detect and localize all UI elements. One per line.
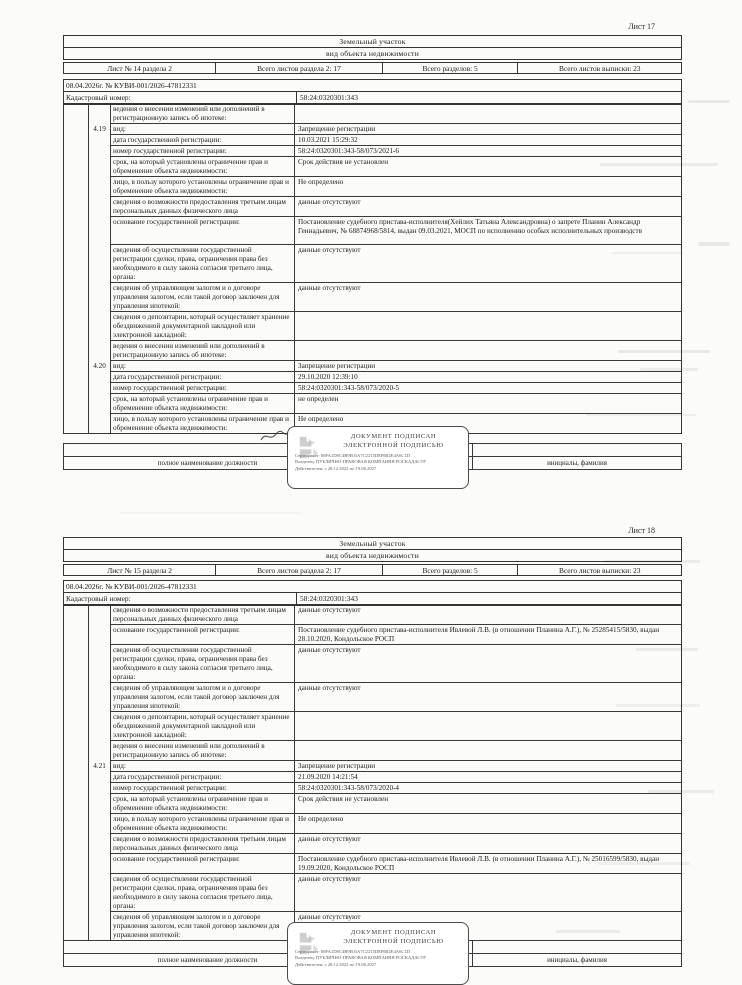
row-label: вид: — [111, 361, 295, 371]
row-label: срок, на который установлены ограничение прав и обременение объекта недвижимости: — [111, 794, 295, 813]
meta-sheet-of-section: Лист № 15 раздела 2 — [107, 566, 172, 575]
signature-name-field — [473, 940, 682, 954]
table-row — [111, 833, 681, 853]
row-value: данные отсутствуют — [298, 246, 361, 254]
table-row — [111, 853, 681, 873]
meta-total-sections: Всего разделов: 5 — [382, 63, 518, 73]
signature-name-field — [473, 443, 682, 457]
row-value: данные отсутствуют — [298, 284, 361, 292]
row-number: 4.21 — [93, 762, 106, 770]
table-row — [111, 740, 681, 760]
table-grid-line — [88, 605, 89, 940]
object-type-title: Земельный участок — [339, 539, 406, 548]
row-label: лицо, в пользу которого установлены ограничение прав и обременение объекта недвижимости: — [111, 414, 295, 433]
sheet-number-top: Лист 17 — [628, 22, 655, 31]
request-date-number: 08.04.2026г. № КУВИ-001/2026-47812331 — [66, 582, 197, 591]
table-row — [111, 104, 681, 123]
stamp-title-line2: ЭЛЕКТРОННОЙ ПОДПИСЬЮ — [343, 441, 444, 449]
row-label: сведения о депозитарии, который осуществляет хранение обездвиженной документарной закладной или электронной закладной: — [111, 712, 295, 740]
table-row — [111, 371, 681, 382]
object-type-table — [63, 537, 682, 562]
row-label: сведения об управляющем залогом и о договоре управления залогом, если такой договор заключен для управления ипотекой: — [111, 683, 295, 711]
row-label: сведения о возможности предоставления третьим лицам персональных данных физического лица — [111, 605, 295, 624]
sheet-meta-table — [63, 62, 682, 74]
stamp-owner: Владелец: ПУБЛИЧНО-ПРАВОВАЯ КОМПАНИЯ РОСКАДАСТР — [295, 955, 426, 961]
cadastral-number-value: 58:24:0320301:343 — [296, 593, 681, 605]
meta-total-sheets-extract: Всего листов выписки: 23 — [517, 565, 681, 575]
row-label: номер государственной регистрации: — [111, 383, 295, 393]
row-value: данные отсутствуют — [298, 684, 361, 692]
table-row — [111, 644, 681, 682]
object-type-table — [63, 35, 682, 60]
meta-sheet-of-section: Лист № 14 раздела 2 — [107, 64, 172, 73]
meta-total-sheets-extract: Всего листов выписки: 23 — [517, 63, 681, 73]
table-row — [111, 782, 681, 793]
row-number: 4.19 — [93, 125, 106, 133]
table-row — [111, 311, 681, 340]
object-type-caption: вид объекта недвижимости — [64, 549, 681, 561]
row-value — [295, 741, 681, 760]
signature-position-label: полное наименование должности — [63, 954, 352, 967]
row-label: сведения об осуществлении государственной регистрации сделки, права, ограничения права без необходимого в силу закона согласия третьего лица, органа: — [111, 874, 295, 911]
meta-total-sheets-section: Всего листов раздела 2: 17 — [215, 63, 382, 73]
row-value: данные отсутствуют — [298, 646, 361, 654]
row-value: не определен — [298, 395, 339, 403]
request-date-number: 08.04.2026г. № КУВИ-001/2026-47812331 — [66, 81, 197, 90]
table-row — [111, 134, 681, 145]
row-value: Не определено — [298, 178, 344, 186]
cadastral-number-value: 58:24:0320301:343 — [296, 92, 681, 104]
stamp-owner: Владелец: ПУБЛИЧНО-ПРАВОВАЯ КОМПАНИЯ РОСКАДАСТР — [295, 459, 426, 465]
restrictions-table-page1 — [63, 103, 682, 434]
table-row — [111, 282, 681, 311]
row-label: сведения о возможности предоставления третьим лицам персональных данных физического лица — [111, 197, 295, 216]
row-value: 58:24:0320301:343-58/073/2020-5 — [298, 384, 400, 392]
row-label: ведения о внесении изменений или дополнений в регистрационную запись об ипотеке: — [111, 104, 295, 123]
row-label: ведения о внесении изменений или дополнений в регистрационную запись об ипотеке: — [111, 741, 295, 760]
row-value: данные отсутствуют — [298, 835, 361, 843]
sheet-number-top: Лист 18 — [628, 526, 655, 535]
stamp-title-line2: ЭЛЕКТРОННОЙ ПОДПИСЬЮ — [343, 937, 444, 945]
signature-position-label: полное наименование должности — [63, 457, 352, 470]
table-row — [93, 760, 681, 771]
row-value — [295, 712, 681, 740]
row-label: сведения об осуществлении государственной регистрации сделки, права, ограничения права без необходимого в силу закона согласия третьего лица, органа: — [111, 245, 295, 282]
table-row — [111, 196, 681, 216]
request-table — [63, 580, 682, 606]
row-value: 58:24:0320301:343-58/073/2020-4 — [298, 784, 400, 792]
row-label: номер государственной регистрации: — [111, 783, 295, 793]
row-value — [295, 312, 681, 340]
row-value: Запрещение регистрации — [298, 125, 376, 133]
row-value — [295, 341, 681, 360]
row-value: Не определено — [298, 815, 344, 823]
cadastral-number-label: Кадастровый номер: — [66, 594, 131, 603]
row-value: данные отсутствуют — [298, 875, 361, 883]
table-row — [111, 145, 681, 156]
table-row — [111, 813, 681, 833]
table-row — [111, 176, 681, 196]
row-label: вид: — [111, 124, 295, 134]
restrictions-table-page2 — [63, 604, 682, 941]
table-row — [111, 382, 681, 393]
row-label: сведения о возможности предоставления третьим лицам персональных данных физического лица — [111, 834, 295, 853]
object-type-caption: вид объекта недвижимости — [64, 47, 681, 59]
row-value: Постановление судебного пристава-исполнителя Ивлевой Л.В. (в отношении Планина А.Г.), № 25285415/5830, выдан 28.10.2020, Кондольское РОСП — [298, 626, 660, 643]
meta-total-sheets-section: Всего листов раздела 2: 17 — [215, 565, 382, 575]
row-value: 21.09.2020 14:21:54 — [298, 773, 358, 781]
cadastral-number-label: Кадастровый номер: — [66, 93, 131, 102]
row-value: Не определено — [298, 415, 344, 423]
table-row — [111, 393, 681, 413]
table-row — [111, 340, 681, 360]
table-grid-line — [88, 104, 89, 433]
table-row — [111, 873, 681, 911]
meta-total-sections: Всего разделов: 5 — [382, 565, 518, 575]
row-label: основание государственной регистрации: — [111, 854, 295, 873]
roskadastr-emblem-icon — [294, 930, 321, 957]
stamp-title-line1: ДОКУМЕНТ ПОДПИСАН — [350, 433, 437, 440]
table-row — [111, 605, 681, 624]
sheet-meta-table — [63, 564, 682, 576]
table-row — [111, 793, 681, 813]
row-label: сведения об осуществлении государственной регистрации сделки, права, ограничения права без необходимого в силу закона согласия третьего лица, органа: — [111, 645, 295, 682]
row-value: Запрещение регистрации — [298, 762, 376, 770]
row-value: данные отсутствуют — [298, 606, 361, 614]
row-label: сведения об управляющем залогом и о договоре управления залогом, если такой договор заключен для управления ипотекой: — [111, 912, 295, 940]
table-row — [93, 123, 681, 134]
row-label: основание государственной регистрации: — [111, 625, 295, 644]
row-number: 4.20 — [93, 362, 106, 370]
row-label: вид: — [111, 761, 295, 771]
row-value: Запрещение регистрации — [298, 362, 376, 370]
stamp-title-line1: ДОКУМЕНТ ПОДПИСАН — [350, 929, 437, 936]
row-value: данные отсутствуют — [298, 913, 361, 921]
row-label: дата государственной регистрации: — [111, 372, 295, 382]
stamp-certificate: Сертификат: 00FA1D8C4B9E03A7C2215D8F0B2E4A6C1D — [295, 949, 411, 955]
row-value — [295, 104, 681, 123]
stamp-validity: Действителен: с 28.12.2022 по 19.06.2027 — [295, 961, 377, 967]
row-label: срок, на который установлены ограничение прав и обременение объекта недвижимости: — [111, 157, 295, 176]
row-value: Срок действия не установлен — [298, 158, 389, 166]
table-row — [93, 360, 681, 371]
row-label: дата государственной регистрации: — [111, 135, 295, 145]
row-label: лицо, в пользу которого установлены ограничение прав и обременение объекта недвижимости: — [111, 814, 295, 833]
stamp-certificate: Сертификат: 00FA1D8C4B9E03A7C2215D8F0B2E4A6C1D — [295, 453, 411, 459]
row-label: срок, на который установлены ограничение прав и обременение объекта недвижимости: — [111, 394, 295, 413]
row-label: лицо, в пользу которого установлены ограничение прав и обременение объекта недвижимости: — [111, 177, 295, 196]
table-row — [111, 156, 681, 176]
table-row — [111, 771, 681, 782]
table-row — [111, 624, 681, 644]
row-value: 10.03.2021 15:29:32 — [298, 136, 358, 144]
table-row — [111, 711, 681, 740]
digital-signature-stamp — [287, 426, 469, 489]
table-row — [111, 216, 681, 244]
row-label: ведения о внесении изменений или дополнений в регистрационную запись об ипотеке: — [111, 341, 295, 360]
row-value: 58:24:0320301:343-58/073/2021-6 — [298, 147, 400, 155]
row-label: сведения о депозитарии, который осуществляет хранение обездвиженной документарной закладной или электронной закладной: — [111, 312, 295, 340]
table-row — [111, 244, 681, 282]
row-value: 29.10.2020 12:39:10 — [298, 373, 358, 381]
roskadastr-emblem-icon — [294, 434, 321, 461]
table-row — [111, 682, 681, 711]
row-label: основание государственной регистрации: — [111, 217, 295, 244]
row-value: Постановление судебного пристава-исполнителя(Хейлих Татьяна Александровна) о запрете Планин Александр Геннадьевич, № 68874968/5814, выдан 09.03.2021, МОСП по исполнению особых исполнительных производств — [298, 218, 643, 235]
row-label: номер государственной регистрации: — [111, 146, 295, 156]
row-value: данные отсутствуют — [298, 198, 361, 206]
stamp-validity: Действителен: с 28.12.2022 по 19.06.2027 — [295, 465, 377, 471]
row-value: Срок действия не установлен — [298, 795, 389, 803]
request-table — [63, 79, 682, 105]
signature-name-label: инициалы, фамилия — [473, 457, 682, 470]
row-label: сведения об управляющем залогом и о договоре управления залогом, если такой договор заключен для управления ипотекой: — [111, 283, 295, 311]
digital-signature-stamp — [287, 922, 469, 985]
pen-mark — [258, 428, 290, 444]
row-value: Постановление судебного пристава-исполнителя Ивлевой Л.В. (в отношении Планина А.Г.), № 25016599/5830, выдан 19.09.2020, Кондольское РОСП — [298, 855, 660, 872]
object-type-title: Земельный участок — [339, 37, 406, 46]
row-label: дата государственной регистрации: — [111, 772, 295, 782]
signature-name-label: инициалы, фамилия — [473, 954, 682, 967]
